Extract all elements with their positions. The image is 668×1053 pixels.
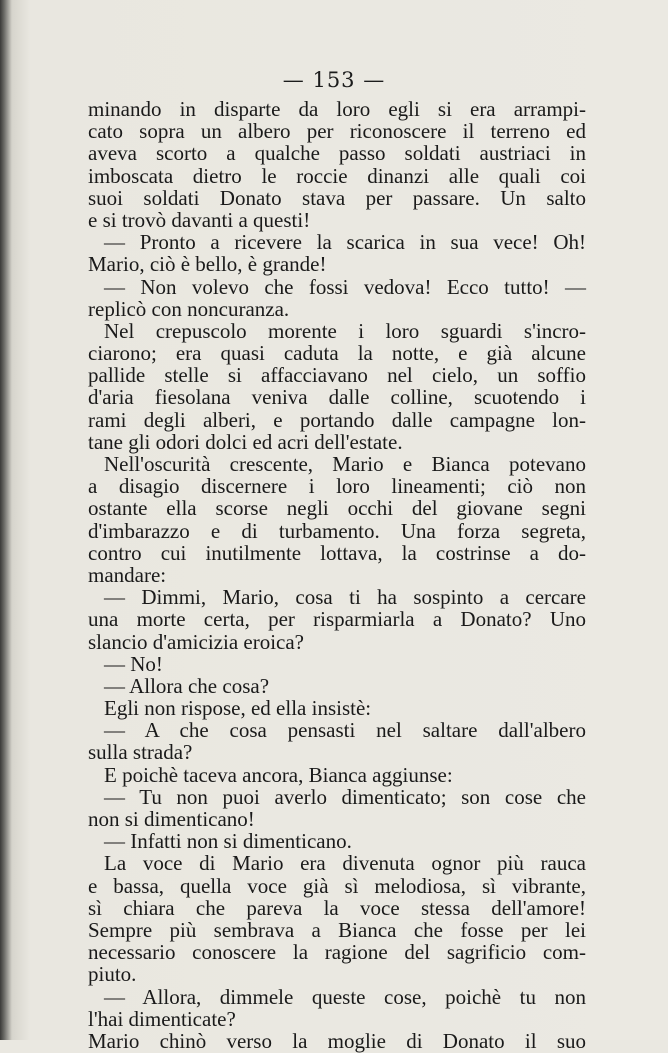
text-line: tane gli odori dolci ed acri dell'estate.	[88, 429, 403, 454]
text-line: slancio d'amicizia eroica?	[88, 629, 304, 654]
text-line: sì chiara che pareva la voce stessa dell'amore!	[88, 895, 586, 920]
text-line: e si trovò davanti a questi!	[88, 207, 311, 232]
text-line: rami degli alberi, e portando dalle campagne lon-	[88, 407, 586, 432]
text-line: — Tu non puoi averlo dimenticato; son cose che	[104, 784, 586, 809]
text-line: Mario, ciò è bello, è grande!	[88, 252, 327, 277]
text-line: — Dimmi, Mario, cosa ti ha sospinto a cercare	[104, 585, 586, 610]
text-line: — No!	[104, 651, 163, 676]
text-line: — Allora che cosa?	[104, 673, 270, 698]
text-line: — Pronto a ricevere la scarica in sua vece! Oh!	[104, 230, 586, 255]
text-line: contro cui inutilmente lottava, la costrinse a do-	[88, 540, 586, 565]
text-line: aveva scorto a qualche passo soldati austriaci in	[88, 141, 586, 166]
text-line: pallide stelle si affacciavano nel cielo, un soffio	[88, 363, 586, 388]
text-line: d'imbarazzo e di turbamento. Una forza segreta,	[88, 518, 586, 543]
text-line: piuto.	[88, 962, 137, 987]
text-line: necessario conoscere la ragione del sagrificio com-	[88, 940, 586, 965]
text-line: a disagio discernere i loro lineamenti; ciò non	[88, 474, 586, 499]
text-line: d'aria fiesolana veniva dalle colline, scuotendo i	[88, 385, 586, 410]
text-line: Nell'oscurità crescente, Mario e Bianca potevano	[104, 452, 586, 476]
text-line: Egli non rispose, ed ella insistè:	[104, 696, 372, 721]
text-line: Sempre più sembrava a Bianca che fosse per lei	[88, 917, 586, 942]
text-line: La voce di Mario era divenuta ognor più rauca	[104, 851, 586, 876]
text-line: Mario chinò verso la moglie di Donato il suo	[88, 1028, 586, 1053]
text-line: sulla strada?	[88, 740, 193, 765]
text-line: replicò con noncuranza.	[88, 296, 290, 321]
text-line: minando in disparte da loro egli si era arrampi-	[88, 97, 586, 121]
page-number: — 153 —	[282, 68, 386, 92]
text-line: suoi soldati Donato stava per passare. Un salto	[88, 185, 586, 210]
text-line: non si dimenticano!	[88, 807, 255, 831]
text-line: imboscata dietro le roccie dinanzi alle quali coi	[88, 163, 586, 188]
text-line: cato sopra un albero per riconoscere il terreno ed	[88, 119, 586, 144]
text-line: mandare:	[88, 562, 167, 587]
text-line: una morte certa, per risparmiarla a Donato? Uno	[88, 607, 586, 632]
text-line: — Allora, dimmele queste cose, poichè tu non	[104, 984, 586, 1009]
text-line: E poichè taceva ancora, Bianca aggiunse:	[104, 762, 453, 787]
text-line: ciarono; era quasi caduta la notte, e già alcune	[88, 341, 586, 366]
text-line: l'hai dimenticate?	[88, 1006, 236, 1031]
text-line: ostante ella scorse negli occhi del giovane segni	[88, 496, 586, 521]
text-line: e bassa, quella voce già sì melodiosa, sì vibrante,	[88, 873, 586, 898]
text-line: Nel crepuscolo morente i loro sguardi s'incro-	[104, 318, 586, 343]
text-line: — A che cosa pensasti nel saltare dall'albero	[104, 718, 586, 743]
body-text	[88, 98, 586, 1052]
text-line: — Non volevo che fossi vedova! Ecco tutto! —	[104, 274, 586, 299]
text-line: — Infatti non si dimenticano.	[104, 829, 352, 854]
